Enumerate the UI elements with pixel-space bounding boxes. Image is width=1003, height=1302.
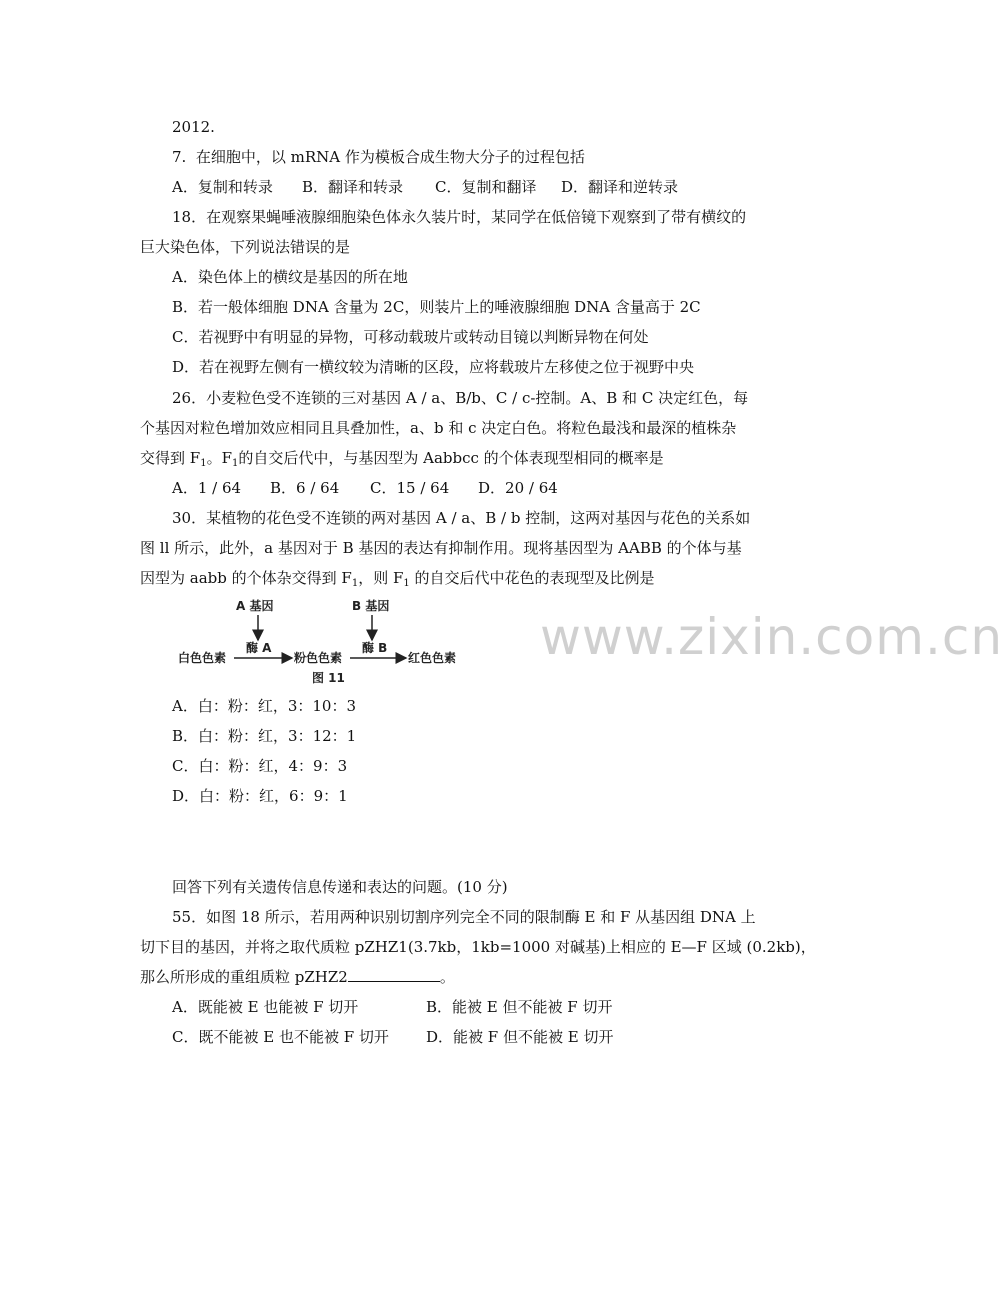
question-26-stem: 26．小麦粒色受不连锁的三对基因 A / a、B/b、C / c-控制。A、B 和 C 决定红色，每 bbox=[172, 389, 749, 407]
question-30-stem-cont2: 因型为 aabb 的个体杂交得到 $F_1$，则 $F_1$ 的自交后代中花色的表现型及比例是 bbox=[140, 569, 655, 589]
question-55-options-row2 bbox=[172, 1027, 613, 1047]
option: D．白：粉：红，6：9：1 bbox=[172, 787, 348, 805]
pigment-pathway-diagram bbox=[176, 596, 476, 688]
option: C．白：粉：红，4：9：3 bbox=[172, 757, 348, 775]
enzyme-b-label: 酶 B bbox=[362, 641, 388, 655]
option: A．染色体上的横纹是基因的所在地 bbox=[172, 268, 408, 286]
question-30-stem-cont: 图 ll 所示，此外，a 基因对于 B 基因的表达有抑制作用。现将基因型为 AABB 的个体与基 bbox=[140, 539, 742, 557]
option: A．复制和转录 bbox=[172, 178, 273, 196]
year-label: 2012. bbox=[172, 118, 215, 136]
red-pigment-label: 红色色素 bbox=[408, 651, 457, 665]
question-26-stem-cont: 个基因对粒色增加效应相同且具叠加性，a、b 和 c 决定白色。将粒色最浅和最深的植株杂 bbox=[140, 419, 737, 437]
option: C．若视野中有明显的异物，可移动载玻片或转动目镜以判断异物在何处 bbox=[172, 328, 649, 346]
option: D．20 / 64 bbox=[478, 479, 558, 497]
question-18-stem: 18．在观察果蝇唾液腺细胞染色体永久装片时，某同学在低倍镜下观察到了带有横纹的 bbox=[172, 208, 747, 226]
option: B．翻译和转录 bbox=[302, 178, 404, 196]
question-30-stem: 30．某植物的花色受不连锁的两对基因 A / a、B / b 控制，这两对基因与花色的关系如 bbox=[172, 509, 751, 527]
option: B．白：粉：红，3：12：1 bbox=[172, 727, 357, 745]
question-26-stem-cont2: 交得到 $F_1$。$F_1$的自交后代中，与基因型为 Aabbcc 的个体表现型相同的概率是 bbox=[140, 449, 664, 469]
option: D．翻译和逆转录 bbox=[561, 178, 679, 196]
question-55-stem-cont: 切下目的基因，并将之取代质粒 pZHZ1(3.7kb，1kb=1000 对碱基)上相应的 E—F 区域 (0.2kb)， bbox=[140, 938, 816, 956]
option: A．1 / 64 bbox=[172, 479, 242, 497]
option: D．若在视野左侧有一横纹较为清晰的区段，应将载玻片左移使之位于视野中央 bbox=[172, 358, 695, 376]
option: B．若一般体细胞 DNA 含量为 2C，则装片上的唾液腺细胞 DNA 含量高于 2C bbox=[172, 298, 701, 316]
white-pigment-label: 白色色素 bbox=[178, 651, 227, 665]
answer-blank bbox=[348, 967, 440, 982]
question-26-options bbox=[172, 478, 558, 498]
option: C．15 / 64 bbox=[370, 479, 450, 497]
enzyme-a-label: 酶 A bbox=[246, 641, 272, 655]
question-7-stem: 7. 在细胞中，以 mRNA 作为模板合成生物大分子的过程包括 bbox=[172, 148, 585, 166]
question-7-options bbox=[172, 177, 678, 197]
option: C．复制和翻译 bbox=[435, 178, 537, 196]
option: B．能被 E 但不能被 F 切开 bbox=[426, 998, 613, 1016]
option: C．既不能被 E 也不能被 F 切开 bbox=[172, 1028, 389, 1046]
question-18-stem-cont: 巨大染色体，下列说法错误的是 bbox=[140, 238, 351, 256]
watermark: www.zixin.com.cn bbox=[540, 608, 1003, 666]
option: A．既能被 E 也能被 F 切开 bbox=[172, 998, 359, 1016]
figure-caption: 图 11 bbox=[312, 671, 345, 685]
question-55-stem-cont2: 那么所形成的重组质粒 pZHZ2 。 bbox=[140, 968, 455, 986]
option: A．白：粉：红，3：10：3 bbox=[172, 697, 357, 715]
question-55-options-row1 bbox=[172, 997, 612, 1017]
option: D．能被 F 但不能被 E 切开 bbox=[426, 1028, 614, 1046]
question-55-stem: 55．如图 18 所示，若用两种识别切割序列完全不同的限制酶 E 和 F 从基因组 DNA 上 bbox=[172, 908, 756, 926]
gene-b-label: B 基因 bbox=[352, 599, 390, 613]
option: B．6 / 64 bbox=[270, 479, 340, 497]
pink-pigment-label: 粉色色素 bbox=[294, 651, 343, 665]
section-title: 回答下列有关遗传信息传递和表达的问题。(10 分) bbox=[172, 878, 508, 896]
gene-a-label: A 基因 bbox=[236, 599, 274, 613]
